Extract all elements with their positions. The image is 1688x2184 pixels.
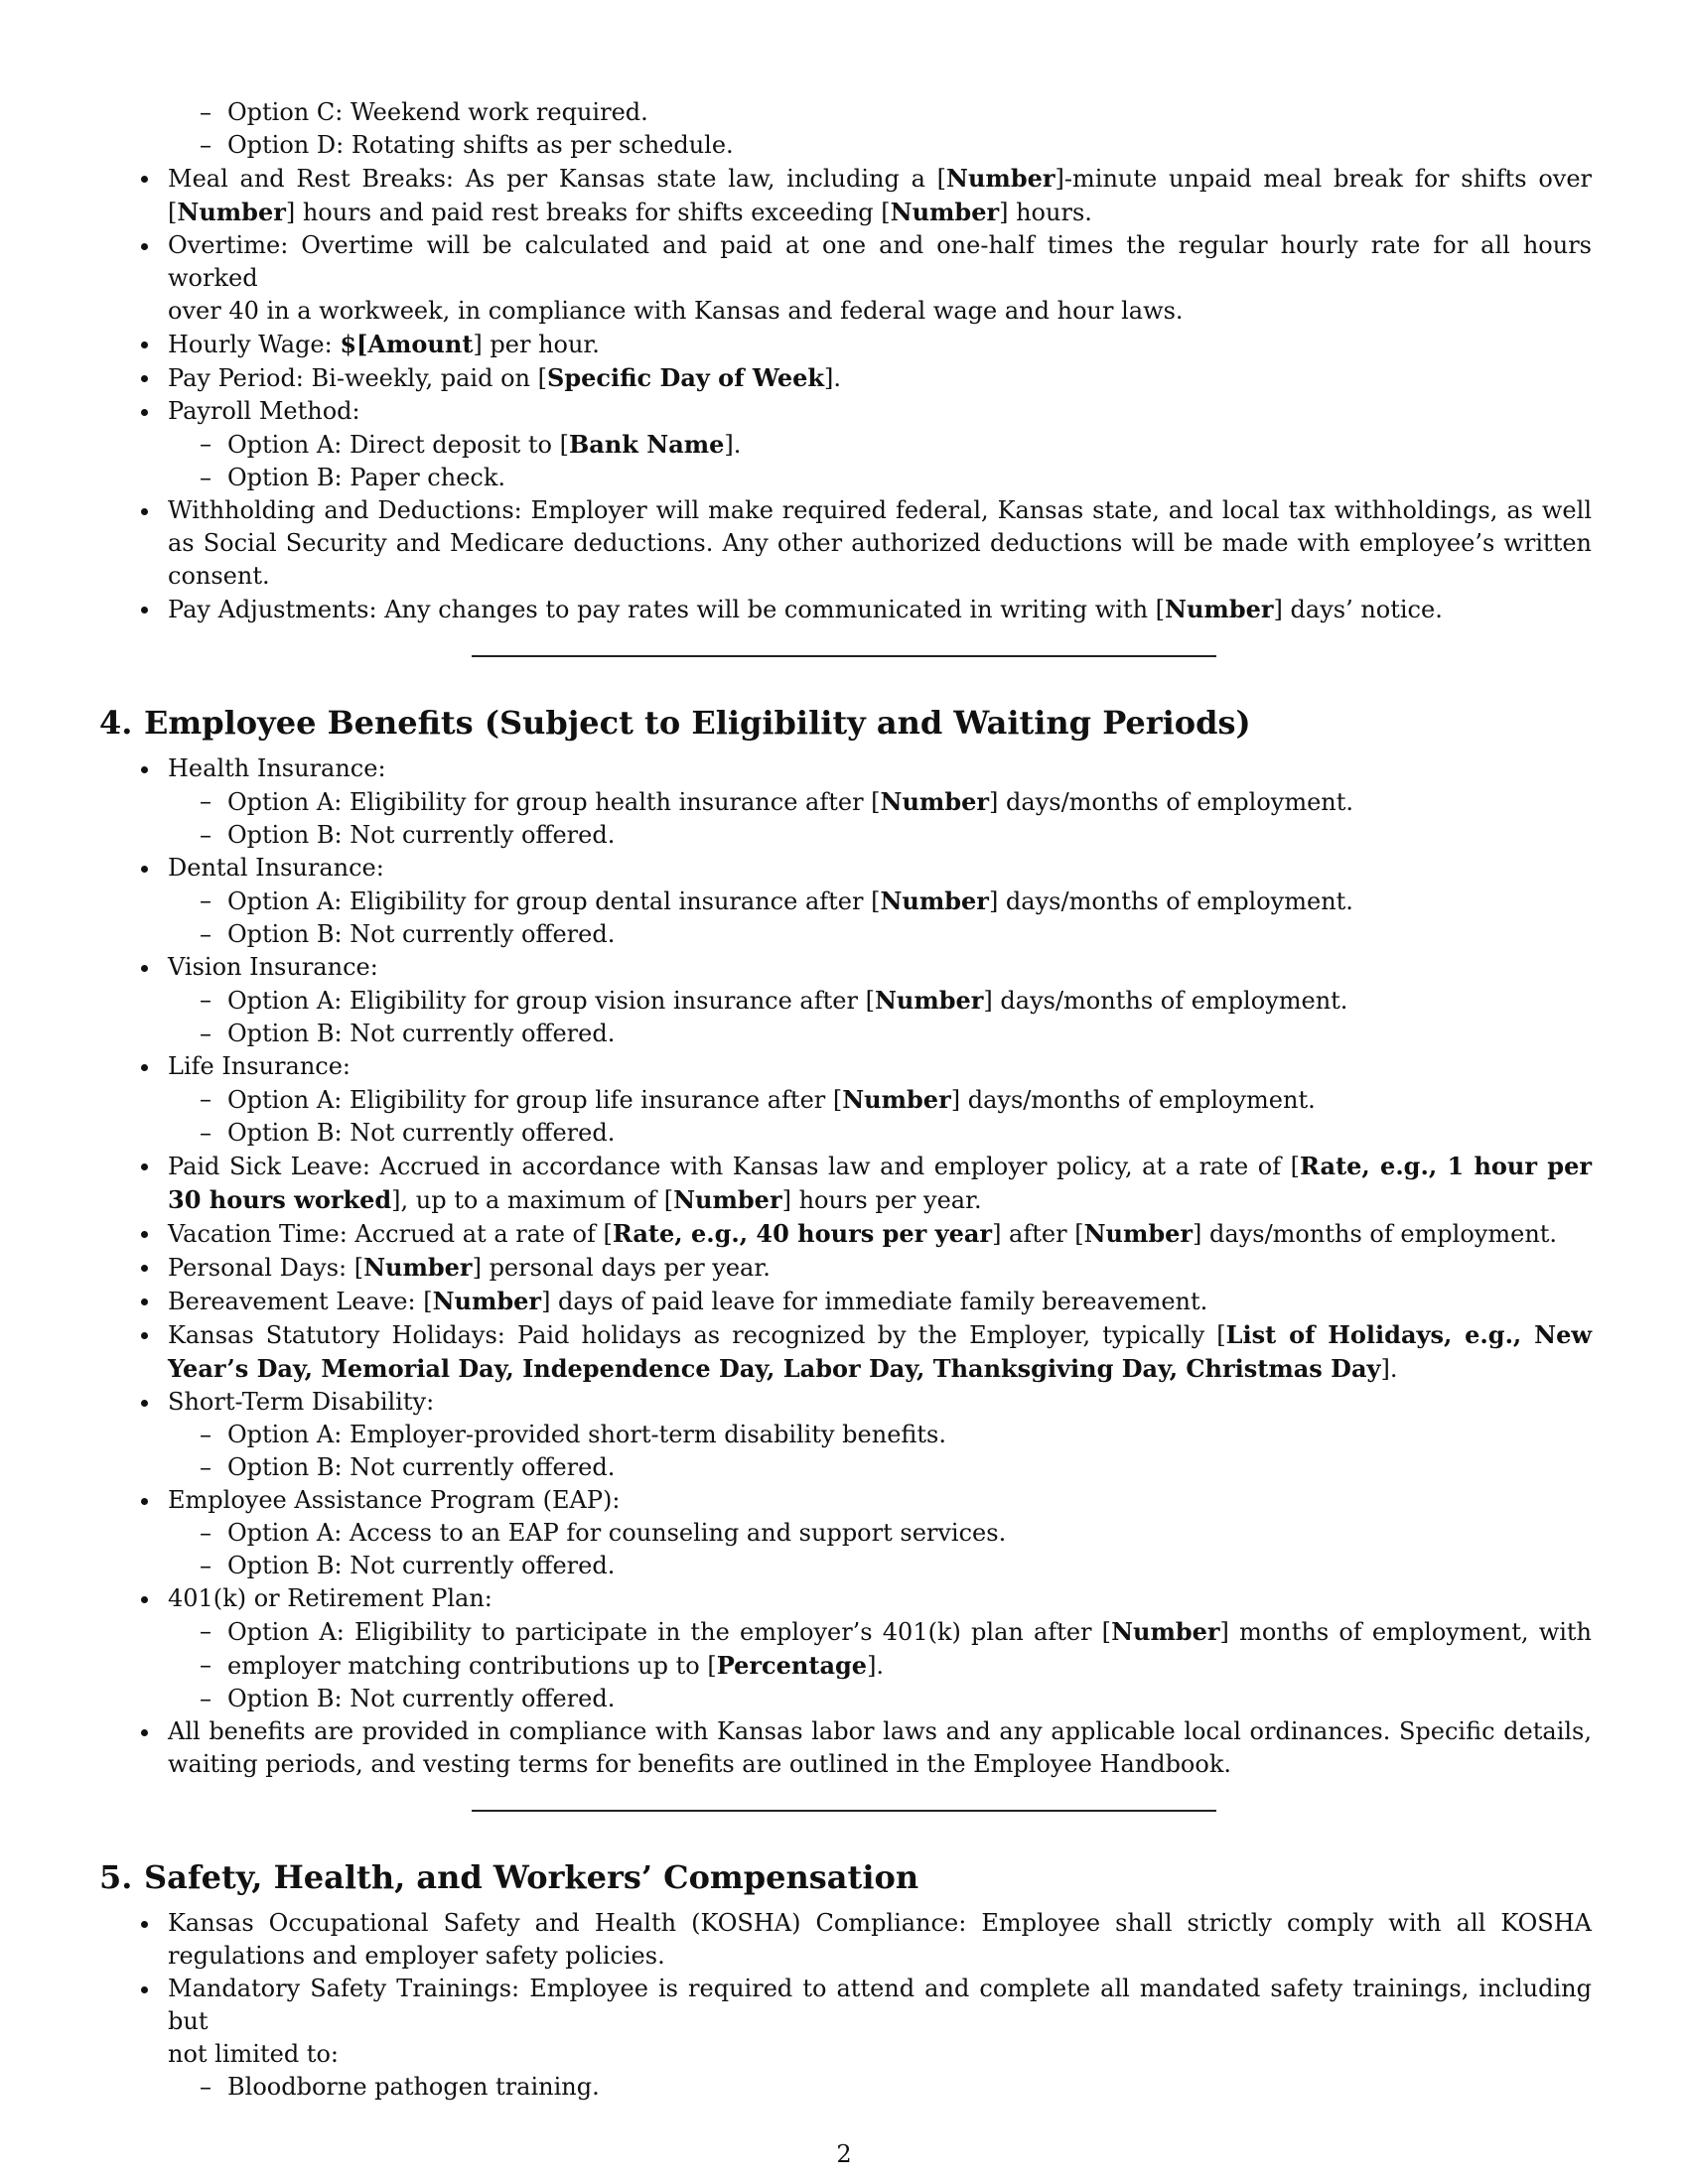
list-item: Vacation Time: Accrued at a rate of [Rate, e.g., 40 hours per year] after [Number] days/months of employment. (99, 1217, 1592, 1251)
list-item: – Option A: Eligibility for group life insurance after [Number] days/months of employment. (99, 1083, 1592, 1117)
list-item: – Option A: Direct deposit to [Bank Name]. (99, 428, 1592, 462)
list-item: – Option B: Not currently offered. (99, 1550, 1592, 1582)
list-item: – Option A: Eligibility for group vision insurance after [Number] days/months of employment. (99, 984, 1592, 1018)
section-divider (472, 655, 1216, 657)
list-item-continuation: [Number] hours and paid rest breaks for shifts exceeding [Number] hours. (168, 198, 1092, 226)
list-item: – Option C: Weekend work required. (99, 96, 1592, 129)
list-item: Personal Days: [Number] personal days per year. (99, 1251, 1592, 1285)
list-item: Employee Assistance Program (EAP): (99, 1484, 1592, 1517)
list-item: Meal and Rest Breaks: As per Kansas state law, including a [Number]-minute unpaid meal break for shifts over (99, 162, 1592, 196)
list-item: – Option B: Not currently offered. (99, 819, 1592, 852)
list-item-continuation: 30 hours worked], up to a maximum of [Number] hours per year. (168, 1185, 982, 1214)
page-content (99, 96, 1592, 2104)
list-item: Kansas Statutory Holidays: Paid holidays as recognized by the Employer, typically [List of Holidays, e.g., New (99, 1318, 1592, 1352)
list-item: Pay Period: Bi-weekly, paid on [Specific Day of Week]. (99, 361, 1592, 395)
list-item: Bereavement Leave: [Number] days of paid leave for immediate family bereavement. (99, 1285, 1592, 1318)
list-item-continuation: regulations and employer safety policies. (168, 1942, 665, 1970)
list-item: – Option A: Eligibility for group health insurance after [Number] days/months of employment. (99, 785, 1592, 819)
list-item: Kansas Occupational Safety and Health (KOSHA) Compliance: Employee shall strictly comply with all KOSHA (99, 1907, 1592, 1940)
list-item: Short-Term Disability: (99, 1386, 1592, 1419)
list-item: Payroll Method: (99, 395, 1592, 428)
list-item: Dental Insurance: (99, 852, 1592, 885)
list-item-continuation: – employer matching contributions up to [Percentage]. (99, 1649, 1592, 1683)
list-item: – Bloodborne pathogen training. (99, 2071, 1592, 2104)
section-heading: 5. Safety, Health, and Workers’ Compensation (99, 1858, 919, 1896)
list-item-continuation: consent. (168, 562, 270, 590)
list-item: 401(k) or Retirement Plan: (99, 1582, 1592, 1615)
list-item-continuation: over 40 in a workweek, in compliance with Kansas and federal wage and hour laws. (168, 297, 1184, 325)
list-item: All benefits are provided in compliance with Kansas labor laws and any applicable local ordinances. Specific details, (99, 1715, 1592, 1748)
section-divider (472, 1810, 1216, 1812)
list-item: – Option B: Not currently offered. (99, 1683, 1592, 1715)
page-number: 2 (836, 2140, 852, 2168)
list-item: Withholding and Deductions: Employer will make required federal, Kansas state, and local tax withholdings, as well (99, 494, 1592, 527)
list-item: – Option B: Not currently offered. (99, 1018, 1592, 1050)
list-item: – Option B: Not currently offered. (99, 1451, 1592, 1484)
list-item-continuation: Year’s Day, Memorial Day, Independence Day, Labor Day, Thanksgiving Day, Christmas Day]. (168, 1354, 1398, 1383)
list-item-continuation: waiting periods, and vesting terms for benefits are outlined in the Employee Handbook. (168, 1750, 1231, 1778)
list-item-continuation: not limited to: (168, 2040, 339, 2068)
list-item: – Option A: Employer-provided short-term disability benefits. (99, 1419, 1592, 1451)
list-item: – Option A: Access to an EAP for counseling and support services. (99, 1517, 1592, 1550)
list-item: – Option B: Paper check. (99, 462, 1592, 494)
list-item: Life Insurance: (99, 1050, 1592, 1083)
list-item: Paid Sick Leave: Accrued in accordance with Kansas law and employer policy, at a rate of [Rate, e.g., 1 hour per (99, 1150, 1592, 1183)
list-item-continuation: as Social Security and Medicare deductions. Any other authorized deductions will be made with employee’s written (168, 529, 1592, 557)
list-item: – Option A: Eligibility for group dental insurance after [Number] days/months of employment. (99, 885, 1592, 918)
list-item: – Option B: Not currently offered. (99, 918, 1592, 951)
list-item: – Option A: Eligibility to participate in the employer’s 401(k) plan after [Number] months of employment, with (99, 1615, 1592, 1649)
list-item: Hourly Wage: $[Amount] per hour. (99, 328, 1592, 361)
list-item: – Option B: Not currently offered. (99, 1117, 1592, 1150)
section-heading: 4. Employee Benefits (Subject to Eligibility and Waiting Periods) (99, 704, 1251, 742)
list-item: Pay Adjustments: Any changes to pay rates will be communicated in writing with [Number] days’ notice. (99, 593, 1592, 626)
list-item: Overtime: Overtime will be calculated and paid at one and one-half times the regular hourly rate for all hours worked (99, 229, 1592, 295)
list-item: Vision Insurance: (99, 951, 1592, 984)
list-item: Mandatory Safety Trainings: Employee is required to attend and complete all mandated safety trainings, including but (99, 1973, 1592, 2038)
list-item: Health Insurance: (99, 752, 1592, 785)
list-item: – Option D: Rotating shifts as per schedule. (99, 129, 1592, 162)
